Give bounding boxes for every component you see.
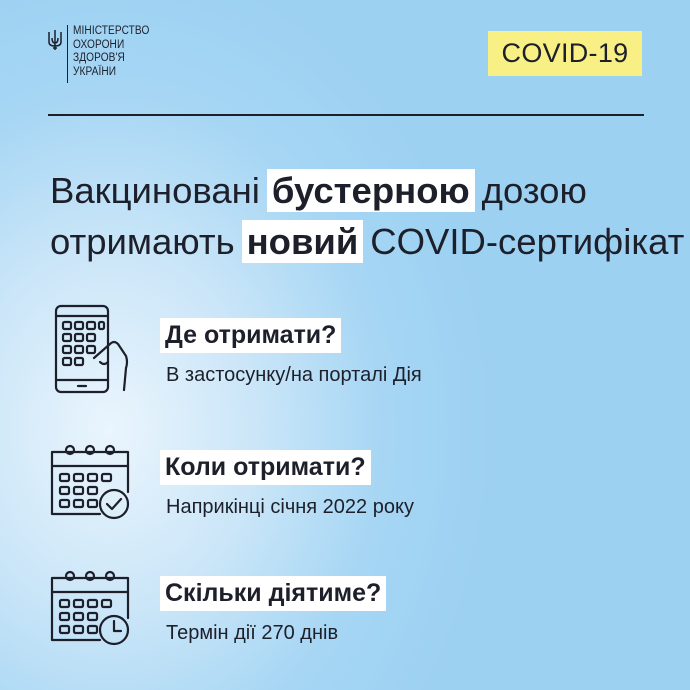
headline-highlight: бустерною [267, 169, 475, 212]
covid-badge: COVID-19 [488, 31, 642, 76]
calendar-clock-icon [48, 568, 134, 650]
headline-text: отримають [50, 221, 235, 262]
calendar-check-icon [48, 442, 134, 524]
question-where: Де отримати? [160, 318, 341, 353]
logo-line-4: УКРАЇНИ [73, 65, 117, 78]
answer-duration: Термін дії 270 днів [166, 622, 339, 644]
logo-text [73, 25, 149, 79]
answer-when: Наприкінці січня 2022 року [166, 496, 414, 518]
headline-highlight: новий [242, 220, 364, 263]
ministry-logo [48, 25, 160, 83]
phone-hand-icon [48, 302, 130, 396]
question-when: Коли отримати? [160, 450, 371, 485]
headline-text: Вакциновані [50, 170, 260, 211]
headline-line-1 [50, 165, 684, 216]
answer-where: В застосунку/на порталі Дія [166, 364, 422, 386]
header-divider [48, 114, 644, 116]
headline-line-2 [50, 216, 684, 267]
trident-icon [48, 29, 62, 51]
question-duration: Скільки діятиме? [160, 576, 386, 611]
headline-text: COVID-сертифікат [370, 221, 685, 262]
headline-text: дозою [481, 170, 587, 211]
logo-line-3: ЗДОРОВ'Я [73, 52, 125, 64]
logo-divider [67, 25, 68, 83]
logo-line-1: МІНІСТЕРСТВО [73, 25, 150, 37]
logo-line-2: ОХОРОНИ [73, 38, 125, 51]
headline [50, 165, 684, 267]
